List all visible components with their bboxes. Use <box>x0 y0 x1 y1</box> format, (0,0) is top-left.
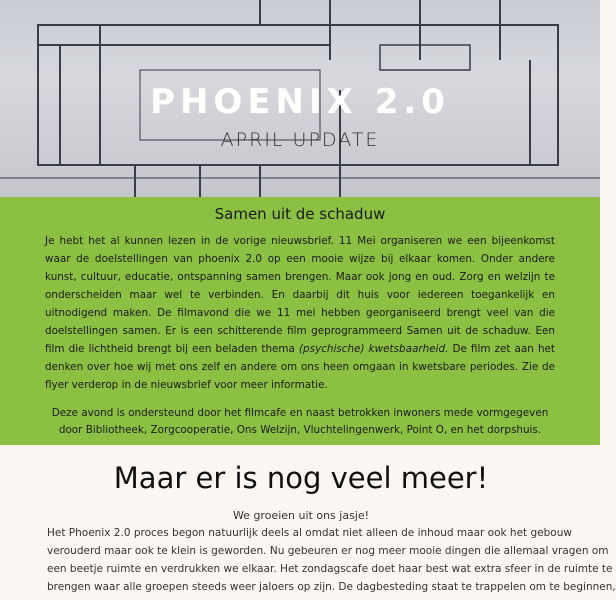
credits-paragraph <box>45 405 555 439</box>
newsletter-title: PHOENIX 2.0 <box>150 82 450 122</box>
body-line: brengen waar alle groepen steeds weer jaloers op zijn. De dagbesteding staat te trappelen om te beginnen, <box>47 581 616 593</box>
body-line: een beetje ruimte en verdrukken we elkaar. Het zondagscafe doet haar best wat extra sfeer in de ruimte te <box>47 563 613 575</box>
header-banner <box>0 0 600 197</box>
section-meer <box>0 445 616 596</box>
section-heading: Samen uit de schaduw <box>214 205 386 223</box>
paragraph-text: De film zet aan het denken over hoe wij met ons zelf en andere om ons heen omgaan in kwetsbare periodes. Zie de flyer verderop in de nieuwsbrief voor meer informatie. <box>45 343 555 391</box>
body-line: verouderd maar ook te klein is geworden. Nu gebeuren er nog meer mooie dingen die allemaal vragen om <box>47 545 609 557</box>
section-subheading: We groeien uit ons jasje! <box>232 509 370 522</box>
section-samen-uit-de-schaduw <box>0 197 600 445</box>
body-line: Het Phoenix 2.0 proces begon natuurlijk deels al omdat niet alleen de inhoud maar ook het gebouw <box>47 527 572 539</box>
credits-line: door Bibliotheek, Zorgcooperatie, Ons Welzijn, Vluchtelingenwerk, Point O, en het dorpshuis. <box>58 424 542 436</box>
credits-line: Deze avond is ondersteund door het filmcafe en naast betrokken inwoners mede vormgegeven <box>51 407 549 419</box>
paragraph-italic: (psychische) kwetsbaarheid. <box>299 343 449 355</box>
newsletter-subtitle: APRIL UPDATE <box>220 129 380 151</box>
section-paragraph <box>45 232 555 394</box>
paragraph-text: Je hebt het al kunnen lezen in de vorige nieuwsbrief. 11 Mei organiseren we een bijeenkomst waar de doelstellingen van phoenix 2.0 op een mooie wijze bij elkaar komen. Onder andere kunst, cultuur, educatie, ontspanning samen brengen. Maar ook jong en oud. Zorg en welzijn te onderscheiden maar wel te verbinden. En daarbij dit huis voor iedereen toegankelijk en uitnodigend maken. De filmavond die we 11 mei hebben georganiseerd brengt veel van die doelstellingen samen. Er is een schitterende film geprogrammeerd Samen uit de schaduw. Een film die lichtheid brengt bij een beladen thema <box>45 235 555 355</box>
section-heading: Maar er is nog veel meer! <box>113 461 489 495</box>
